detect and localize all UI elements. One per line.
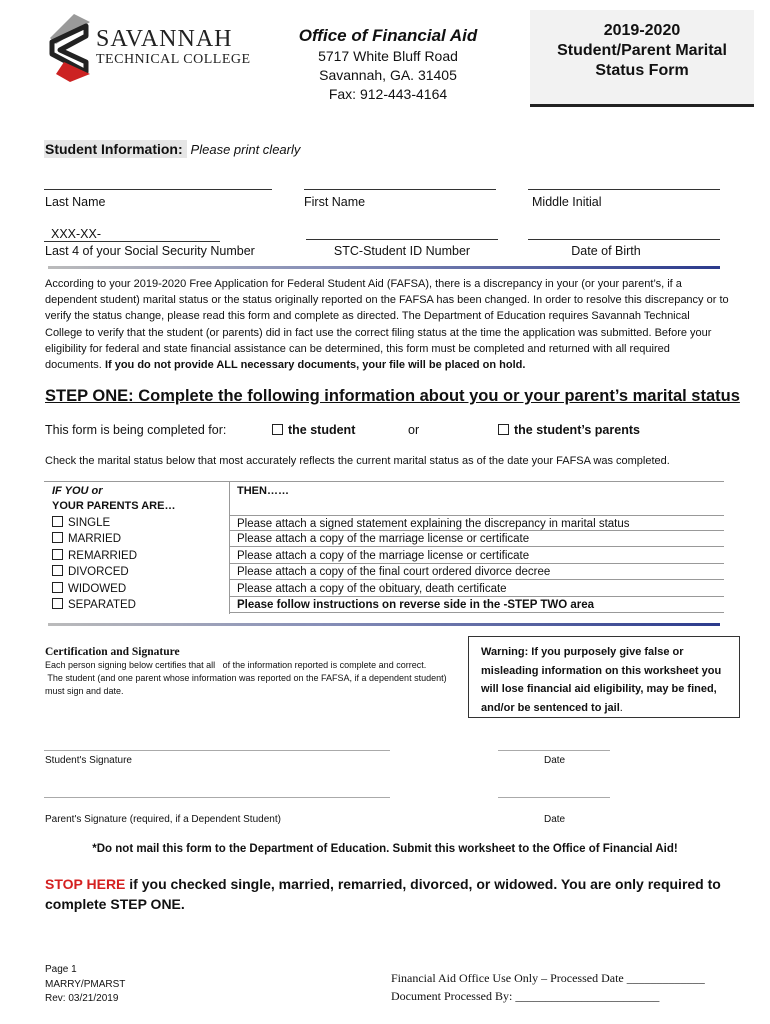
certification-title: Certification and Signature bbox=[45, 646, 180, 658]
marital-instruction: Check the marital status below that most accurately reflects the current marital status as of the date your FAFSA was completed. bbox=[45, 455, 670, 467]
student-date-field[interactable] bbox=[498, 750, 610, 751]
step-one-title: STEP ONE: Complete the following information about you or your parent’s marital status bbox=[45, 387, 740, 405]
separated-checkbox[interactable] bbox=[52, 598, 63, 609]
student-checkbox[interactable] bbox=[272, 424, 283, 435]
section-divider bbox=[48, 266, 720, 269]
footer-code: MARRY/PMARST bbox=[45, 979, 126, 990]
office-use-processed-date: Financial Aid Office Use Only – Processed Date _____________ bbox=[391, 971, 705, 985]
student-date-label: Date bbox=[544, 755, 566, 766]
parent-signature-field[interactable] bbox=[44, 797, 390, 798]
stop-here-rest: if you checked single, married, remarried, divorced, or widowed. You are only required to bbox=[125, 876, 721, 892]
status-single[interactable] bbox=[52, 515, 110, 531]
completed-for-label: This form is being completed for: bbox=[45, 423, 227, 437]
col2-head: THEN…… bbox=[237, 485, 289, 497]
status-remarried[interactable] bbox=[52, 548, 137, 564]
remarried-checkbox[interactable] bbox=[52, 549, 63, 560]
intro-text: According to your 2019-2020 Free Application for Federal Student Aid (FAFSA), there is a discrepancy in your (or your parent’s, if a dependent student) marital status or the status originally reported on the FAFSA has been changed. In order to resolve this discrepancy or to verify the status change, please read this form and complete as directed. The Department of Education requires Savannah Technical College to verify that the student (or parents) did in fact use the correct filing status at the time the application was submitted. Before your eligibility for federal and state financial assistance can be determined, this form must be completed and returned with all required documents. bbox=[45, 278, 729, 372]
col1-head-1: IF YOU or bbox=[52, 485, 103, 497]
married-checkbox[interactable] bbox=[52, 532, 63, 543]
form-title-line-2: Status Form bbox=[595, 62, 689, 79]
dob-label: Date of Birth bbox=[571, 244, 641, 258]
status-divorced[interactable] bbox=[52, 564, 129, 580]
form-title-box bbox=[530, 10, 754, 107]
status-label: SINGLE bbox=[68, 517, 111, 529]
ssn-prefix: XXX-XX- bbox=[51, 227, 102, 241]
status-label: MARRIED bbox=[68, 533, 122, 545]
section-divider-2 bbox=[48, 623, 720, 626]
office-fax: Fax: 912-443-4164 bbox=[328, 86, 448, 102]
ssn-label: Last 4 of your Social Security Number bbox=[45, 244, 255, 258]
student-signature-field[interactable] bbox=[44, 750, 390, 751]
footer-page: Page 1 bbox=[45, 964, 77, 975]
office-title: Office of Financial Aid bbox=[298, 26, 478, 45]
status-label: REMARRIED bbox=[68, 550, 138, 562]
logo-text-main: SAVANNAH bbox=[96, 26, 233, 52]
status-label: DIVORCED bbox=[68, 566, 129, 578]
parent-signature-label: Parent's Signature (required, if a Dependent Student) bbox=[45, 814, 281, 825]
student-info-note: Please print clearly bbox=[190, 142, 301, 157]
table-row: Please attach a signed statement explaining the discrepancy in marital status bbox=[230, 515, 724, 531]
office-use-processed-by: Document Processed By: ________________________ bbox=[391, 989, 660, 1003]
form-year: 2019-2020 bbox=[603, 22, 681, 39]
do-not-mail-notice: *Do not mail this form to the Department of Education. Submit this worksheet to the Office of Financial Aid! bbox=[92, 843, 678, 855]
status-widowed[interactable] bbox=[52, 581, 126, 597]
certification-line-3: must sign and date. bbox=[45, 686, 124, 696]
divorced-checkbox[interactable] bbox=[52, 565, 63, 576]
student-info-heading: Student Information: bbox=[44, 140, 187, 158]
parents-checkbox[interactable] bbox=[498, 424, 509, 435]
table-row: Please attach a copy of the obituary, death certificate bbox=[230, 581, 724, 597]
option-parents[interactable] bbox=[498, 423, 640, 437]
status-married[interactable] bbox=[52, 531, 121, 547]
student-info-heading-row bbox=[44, 141, 300, 157]
table-row: Please attach a copy of the marriage license or certificate bbox=[230, 531, 724, 547]
student-id-field[interactable] bbox=[306, 239, 498, 240]
col1-head-2: YOUR PARENTS ARE… bbox=[52, 500, 176, 512]
status-label: SEPARATED bbox=[68, 599, 136, 611]
footer-rev: Rev: 03/21/2019 bbox=[45, 993, 119, 1004]
middle-initial-field[interactable] bbox=[528, 189, 720, 190]
stop-here-rest-2: complete STEP ONE. bbox=[45, 896, 185, 912]
first-name-label: First Name bbox=[304, 195, 366, 209]
college-logo bbox=[46, 12, 251, 82]
last-name-label: Last Name bbox=[45, 195, 106, 209]
dob-field[interactable] bbox=[528, 239, 720, 240]
option-student[interactable] bbox=[272, 423, 355, 437]
last-name-field[interactable] bbox=[44, 189, 272, 190]
logo-emblem-icon bbox=[46, 12, 96, 82]
first-name-field[interactable] bbox=[304, 189, 496, 190]
logo-text-sub: TECHNICAL COLLEGE bbox=[96, 52, 251, 67]
certification-line-2: The student (and one parent whose information was reported on the FAFSA, if a dependent student) bbox=[45, 673, 447, 683]
student-signature-label: Student's Signature bbox=[45, 755, 132, 766]
widowed-checkbox[interactable] bbox=[52, 582, 63, 593]
single-checkbox[interactable] bbox=[52, 516, 63, 527]
or-label: or bbox=[408, 423, 420, 437]
intro-bold: If you do not provide ALL necessary documents, your file will be placed on hold. bbox=[104, 359, 526, 372]
table-row: Please attach a copy of the marriage license or certificate bbox=[230, 548, 724, 564]
stop-here-label: STOP HERE bbox=[45, 876, 126, 892]
form-title-line-1: Student/Parent Marital bbox=[557, 42, 727, 59]
table-row: Please follow instructions on reverse side in the -STEP TWO area bbox=[230, 597, 724, 613]
office-address-1: 5717 White Bluff Road bbox=[318, 48, 458, 64]
warning-end: . bbox=[619, 701, 623, 714]
warning-text: Warning: If you purposely give false or misleading information on this worksheet you will lose financial aid eligibility, may be fined, and/or be sentenced to jail bbox=[481, 646, 722, 714]
warning-box bbox=[468, 636, 740, 718]
status-label: WIDOWED bbox=[68, 583, 127, 595]
parent-date-label: Date bbox=[544, 814, 566, 825]
status-separated[interactable] bbox=[52, 597, 136, 613]
intro-paragraph bbox=[45, 276, 729, 373]
table-top-border bbox=[44, 481, 724, 482]
stop-here-instruction bbox=[45, 874, 745, 914]
certification-line-1: Each person signing below certifies that all of the information reported is complete and correct. bbox=[45, 660, 427, 670]
middle-initial-label: Middle Initial bbox=[532, 195, 602, 209]
parent-date-field[interactable] bbox=[498, 797, 610, 798]
office-address-2: Savannah, GA. 31405 bbox=[319, 67, 457, 83]
option-student-label: the student bbox=[288, 423, 356, 437]
option-parents-label: the student’s parents bbox=[514, 423, 640, 437]
student-id-label: STC-Student ID Number bbox=[333, 244, 471, 258]
table-row: Please attach a copy of the final court ordered divorce decree bbox=[230, 564, 724, 580]
ssn-field[interactable] bbox=[44, 241, 220, 242]
